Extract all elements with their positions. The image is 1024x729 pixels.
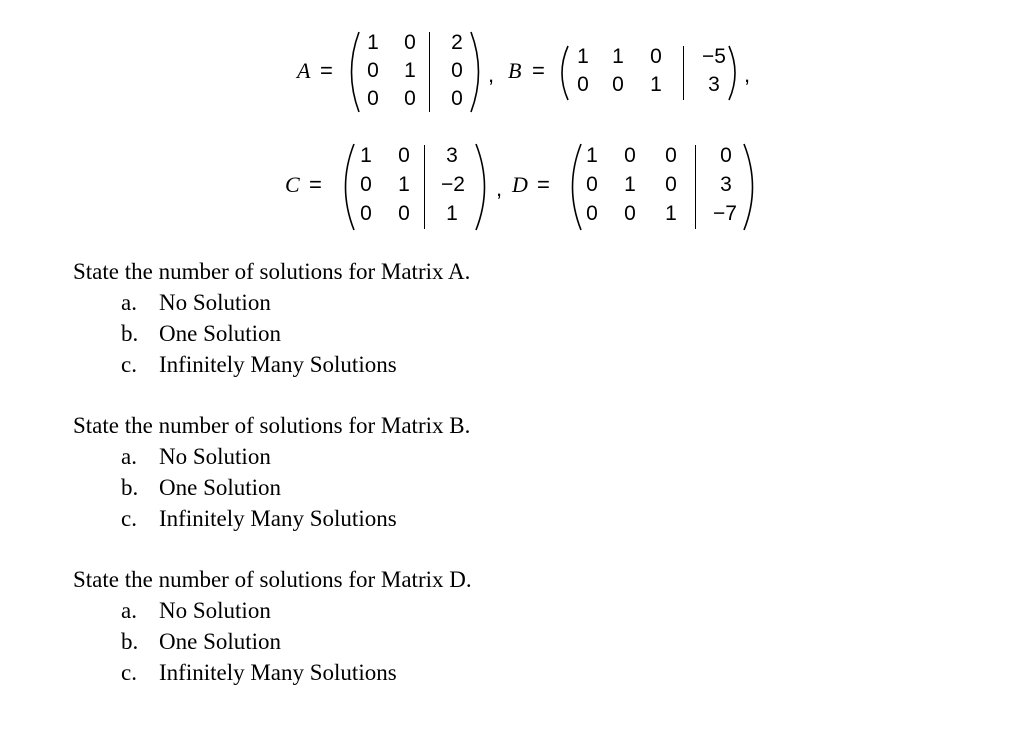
matrix-b-cell: 1 [577, 45, 589, 68]
option-text: No Solution [159, 290, 271, 315]
option-label: a. [121, 444, 137, 469]
question-a-option[interactable] [121, 321, 281, 347]
question-b-option[interactable] [121, 506, 397, 532]
matrix-a-cell: 0 [451, 59, 463, 82]
matrix-d-cell: 3 [720, 173, 732, 196]
matrix-d-equals: = [537, 172, 550, 197]
matrix-d-cell: 0 [624, 202, 636, 225]
option-label: b. [121, 321, 139, 346]
question-d-option[interactable] [121, 598, 271, 624]
option-text: Infinitely Many Solutions [159, 506, 397, 531]
matrix-b-cell: 0 [650, 45, 662, 68]
matrix-c-cell: −2 [441, 173, 465, 196]
option-label: c. [121, 352, 137, 377]
matrix-a-cell: 2 [451, 31, 463, 54]
matrix-a-cell: 1 [367, 31, 379, 54]
matrix-c-name: C [285, 172, 300, 197]
matrix-a-comma: , [488, 62, 495, 87]
matrix-a-augment-bar [429, 32, 430, 112]
matrix-b-cell: 1 [650, 73, 662, 96]
matrix-b-cell: −5 [702, 45, 726, 68]
matrix-a-equals: = [320, 58, 333, 83]
question-d-prompt: State the number of solutions for Matrix D. [73, 567, 472, 592]
option-label: a. [121, 290, 137, 315]
matrix-d-cell: 0 [586, 202, 598, 225]
question-d-option[interactable] [121, 629, 281, 655]
matrix-d-cell: 1 [624, 173, 636, 196]
option-label: a. [121, 598, 137, 623]
matrix-b-equals: = [532, 58, 545, 83]
matrix-d-cell: 0 [665, 173, 677, 196]
option-label: b. [121, 475, 139, 500]
question-b-prompt: State the number of solutions for Matrix B. [73, 413, 471, 438]
question-b-option[interactable] [121, 475, 281, 501]
matrix-a-right-paren [467, 30, 489, 114]
matrix-a-cell: 0 [404, 87, 416, 110]
option-text: One Solution [159, 475, 282, 500]
option-label: b. [121, 629, 139, 654]
question-a-option[interactable] [121, 290, 271, 316]
matrix-c-cell: 1 [360, 144, 372, 167]
matrix-c-cell: 0 [360, 202, 372, 225]
matrix-c-augment-bar [424, 145, 425, 229]
matrix-b-cell: 0 [612, 73, 624, 96]
option-text: One Solution [159, 629, 282, 654]
matrix-d-cell: 0 [586, 173, 598, 196]
matrix-d-cell: −7 [713, 202, 737, 225]
option-text: Infinitely Many Solutions [159, 352, 397, 377]
matrix-d-cell: 0 [665, 144, 677, 167]
option-text: Infinitely Many Solutions [159, 660, 397, 685]
matrix-c-cell: 0 [360, 173, 372, 196]
matrix-c-cell: 1 [446, 202, 458, 225]
question-b-option[interactable] [121, 444, 271, 470]
matrix-d-cell: 1 [665, 202, 677, 225]
matrix-c-cell: 0 [398, 202, 410, 225]
option-text: No Solution [159, 444, 271, 469]
matrix-b-comma: , [744, 62, 751, 87]
option-text: One Solution [159, 321, 282, 346]
matrix-d-cell: 0 [624, 144, 636, 167]
matrix-a-name: A [297, 58, 311, 83]
matrix-a-cell: 0 [367, 59, 379, 82]
matrix-d-augment-bar [695, 145, 696, 229]
matrix-a-cell: 1 [404, 59, 416, 82]
matrix-a-cell: 0 [367, 87, 379, 110]
matrix-b-right-paren [726, 44, 744, 102]
matrix-a-cell: 0 [404, 31, 416, 54]
matrix-b-augment-bar [683, 46, 684, 100]
matrix-a-cell: 0 [451, 87, 463, 110]
matrix-c-equals: = [309, 172, 322, 197]
matrix-d-cell: 1 [586, 144, 598, 167]
matrix-b-name: B [508, 58, 522, 83]
question-a-prompt: State the number of solutions for Matrix A. [73, 259, 471, 284]
matrix-c-cell: 3 [446, 144, 458, 167]
matrix-d-name: D [512, 172, 528, 197]
matrix-c-comma: , [496, 176, 503, 201]
matrix-c-right-paren [472, 142, 496, 232]
matrix-b-cell: 0 [577, 73, 589, 96]
matrix-d-right-paren [740, 142, 764, 232]
option-text: No Solution [159, 598, 271, 623]
matrix-b-cell: 1 [612, 45, 624, 68]
option-label: c. [121, 506, 137, 531]
matrix-d-cell: 0 [720, 144, 732, 167]
question-a-option[interactable] [121, 352, 397, 378]
matrix-c-cell: 1 [398, 173, 410, 196]
question-d-option[interactable] [121, 660, 397, 686]
matrix-c-cell: 0 [398, 144, 410, 167]
matrix-b-cell: 3 [708, 73, 720, 96]
option-label: c. [121, 660, 137, 685]
